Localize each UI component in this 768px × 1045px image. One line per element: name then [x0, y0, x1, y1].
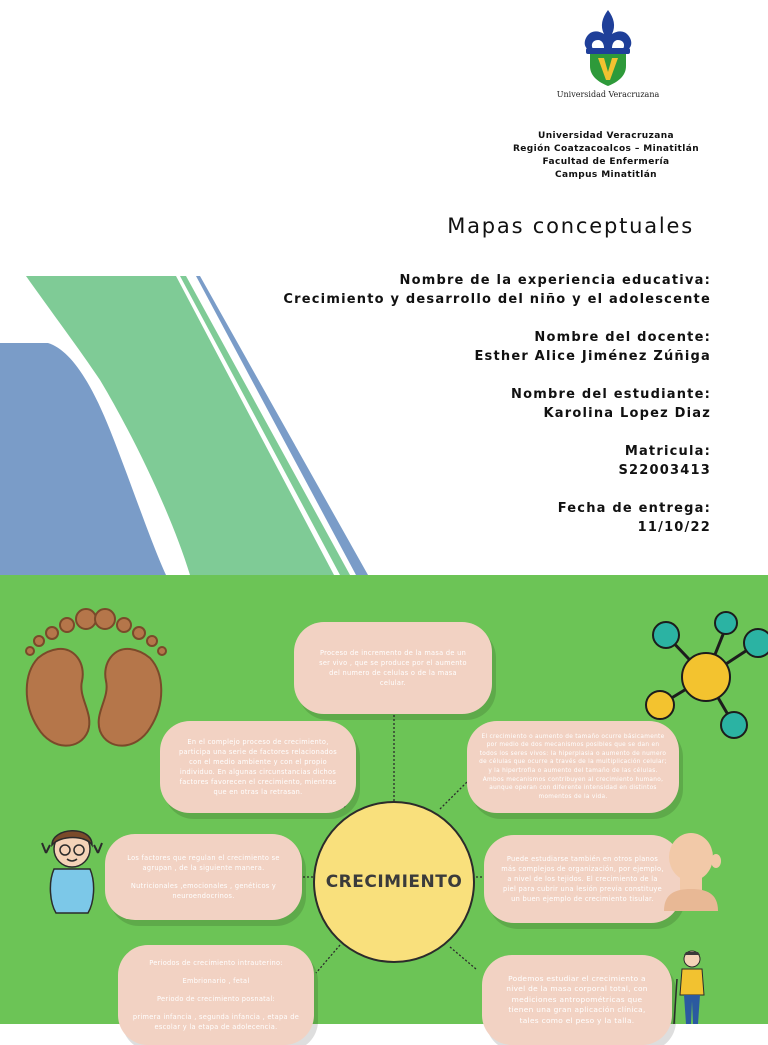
concept-node-lower-right	[482, 955, 672, 1045]
institution-line: Campus Minatitlán	[555, 170, 657, 180]
node-text: Periodo de crecimiento posnatal:	[156, 995, 276, 1003]
institution-line: Facultad de Enfermería	[542, 157, 670, 167]
concept-node-top	[294, 622, 492, 714]
node-text: Periodos de crecimiento intrauterino:	[149, 959, 283, 967]
bald-head-icon	[660, 831, 726, 911]
university-logo	[548, 8, 668, 108]
node-text: El crecimiento o aumento de tamaño ocurre básicamente por medio de dos mecanismos posibles que se dan en todos los seres vivos: la hiperplasia o aumento de numero de células que ocurre a través de la multiplicación celular; y la hipertrofia o aumento del tamaño de las células. Ambos mecanismos contribuyen al crecimiento humano, aunque operan con diferente intensidad en distintos momentos de la vida.	[479, 733, 667, 800]
concept-node-mid-left	[105, 834, 302, 920]
logo-caption: Universidad Veracruzana	[556, 90, 660, 99]
concept-map-page	[0, 575, 768, 1031]
concept-node-upper-left	[160, 721, 356, 813]
node-text: En el complejo proceso de crecimiento, participa una serie de factores relacionados con el medio ambiente y con el propio individuo. En algunas circunstancias dichos factores favorecen el crecimiento, mientras que en otras la retrasan.	[179, 738, 337, 796]
id-label: Matricula:	[624, 444, 711, 459]
node-text: Podemos estudiar el crecimiento a nivel de la masa corporal total, con mediciones antropométricas que tienen una gran aplicación clínica, tales como el peso y la talla.	[506, 973, 648, 1025]
node-text: primera infancia , segunda infancia , etapa de escolar y la etapa de adolecencia.	[132, 1013, 300, 1031]
date-value: 11/10/22	[637, 520, 711, 535]
uv-fleur-de-lis-shield-icon	[576, 8, 640, 88]
node-text: Embrionario , fetal	[182, 977, 250, 985]
concept-node-mid-right	[484, 835, 681, 923]
footprints-icon	[8, 603, 180, 758]
student-label: Nombre del estudiante:	[511, 387, 711, 402]
student-value: Karolina Lopez Diaz	[543, 406, 711, 421]
central-concept: CRECIMIENTO	[313, 801, 475, 963]
elderly-man-with-cane-icon	[672, 949, 712, 1024]
node-text: Proceso de incremento de la masa de un ser vivo , que se produce por el aumento del numero de celulas o de la masa celular.	[319, 649, 467, 687]
molecule-icon	[640, 603, 768, 748]
id-value: S22003413	[618, 463, 711, 478]
experience-label: Nombre de la experiencia educativa:	[399, 273, 711, 288]
institution-header	[470, 130, 742, 182]
node-text: Los factores que regulan el crecimiento se agrupan , de la siguiente manera.	[127, 854, 280, 872]
experience-value: Crecimiento y desarrollo del niño y el adolescente	[283, 292, 711, 307]
decorative-stripes	[0, 270, 380, 575]
node-text: Puede estudiarse también en otros planos más complejos de organización, por ejemplo, a nivel de los tejidos. El crecimiento de la piel para cubrir una lesión previa constituye un buen ejemplo de crecimiento tisular.	[501, 855, 664, 903]
concept-node-lower-left	[118, 945, 314, 1045]
teacher-value: Esther Alice Jiménez Zúñiga	[474, 349, 711, 364]
node-text: Nutricionales ,emocionales , genéticos y neuroendocrinos.	[130, 882, 277, 900]
teacher-label: Nombre del docente:	[534, 330, 711, 345]
document-title: Mapas conceptuales	[447, 214, 694, 238]
child-with-glasses-icon	[38, 823, 106, 915]
date-label: Fecha de entrega:	[557, 501, 711, 516]
institution-line: Universidad Veracruzana	[537, 131, 674, 141]
institution-line: Región Coatzacoalcos – Minatitlán	[512, 144, 700, 154]
